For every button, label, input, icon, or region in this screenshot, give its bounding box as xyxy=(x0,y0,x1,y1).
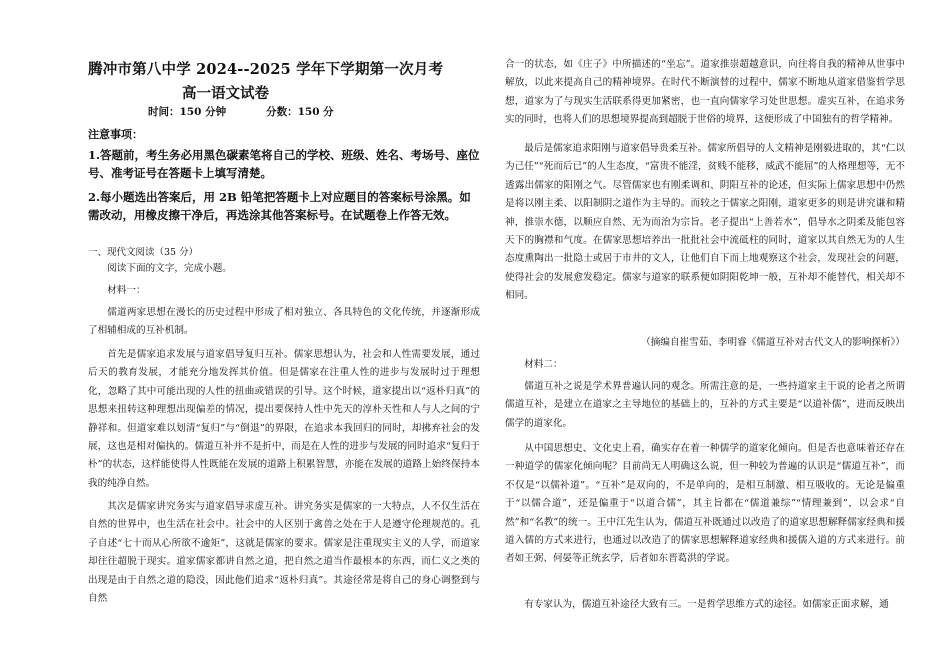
right-paragraph-2: 最后是儒家追求阳刚与道家倡导贵柔互补。儒家所倡导的人文精神是刚毅进取的，其“仁以为己任”“死而后已”的人生态度，“富贵不能淫，贫贱不能移，威武不能屈”的人格理想等，无不透露出儒家的阳刚之气。尽管儒家也有刚柔调和、阴阳互补的论述，但实际上儒家思想中仍然是将以刚主柔、以阳制阴之道作为主导的。而较之于儒家之阳刚，道家更多的则是讲究谦和精神，推崇水德，以顺应自然、无为而治为宗旨。老子提出“上善若水”，倡导水之阴柔及能包容天下的胸襟和气度。在儒家思想培养出一批批社会中流砥柱的同时，道家以其自然无为的人生态度熏陶出一批隐士或居于市井的文人，让他们自下而上地观察这个社会，发现社会的问题，使得社会的发展愈发稳定。儒家与道家的联系便如阴阳乾坤一般，互补却不能替代，相关却不相同。 xyxy=(505,143,905,302)
exam-info xyxy=(148,104,334,119)
material2-paragraph-1: 儒道互补之说是学术界普遍认同的观念。所需注意的是，一些持道家主干说的论者之所谓儒道互补，是建立在道家之主导地位的基础上的，互补的方式主要是“以道补儒”，进而反映出儒学的道家化。 xyxy=(505,381,905,429)
left-paragraph-2: 首先是儒家追求发展与道家倡导复归互补。儒家思想认为，社会和人性需要发展，通过后天的教育发展，才能充分地发挥其价值。但是儒家在注重人性的进步与发展时过于理想化，忽略了其中可能出现的人性的扭曲或错误的引导。这个时候，道家提出以“返朴归真”的思想来扭转这种理想出现偏差的情况，提出要保持人性中先天的淳朴天性和人与人之间的宁静祥和。但道家难以划清“复归”与“倒退”的界限，在追求本我回归的同时，却拂弃社会的发展，这也是相对偏执的。儒道互补并不是折中，而是在人性的进步与发展的同时追求“复归于朴”的状态，这样能使得人性既能在发展的道路上积累智慧，亦能在发展的道路上始终保持本我的纯净自然。 xyxy=(88,349,480,489)
notice-item-1: 1.答题前，考生务必用黑色碳素笔将自己的学校、班级、姓名、考场号、座位号、准考证号在答题卡上填写清楚。 xyxy=(88,148,480,180)
material2-label: 材料二： xyxy=(524,359,563,370)
exam-score: 分数：150 分 xyxy=(266,106,334,118)
notice-item-2: 2.每小题选出答案后，用 2B 铅笔把答题卡上对应题目的答案标号涂黑。如需改动，用橡皮擦干净后，再选涂其他答案标号。在试题卷上作答无效。 xyxy=(88,190,471,222)
reading-instruction: 阅读下面的文字，完成小题。 xyxy=(107,263,232,274)
material1-label: 材料一： xyxy=(107,285,146,296)
section-heading: 一、现代文阅读（35 分） xyxy=(88,247,199,258)
exam-subtitle: 高一语文试卷 xyxy=(182,85,269,102)
material2-paragraph-2: 从中国思想史、文化史上看，确实存在着一种儒学的道家化倾向。但是否也意味着还存在一种道学的儒家化倾向呢？目前尚无人明确这么说，但一种较为普遍的认识是“儒道互补”，而不仅是“以儒补道”。“互补”是双向的，不是单向的，是相互制激、相互吸收的。无论是偏重于“以儒合道”，还是偏重于“以道合儒”，其主旨都在“儒道兼综”“情理兼到”，以会求“自然”和“名教”的统一。王中江先生认为，儒道互补既通过以改造了的道家思想解释儒家经典和援道入儒的方式来进行，也通过以改造了的儒家思想解释道家经典和援儒入道的方式来进行。前者如王弼、何晏等正统玄学，后者如东晋葛洪的学说。 xyxy=(505,443,905,565)
left-paragraph-3: 其次是儒家讲究务实与道家倡导求虚互补。讲究务实是儒家的一大特点，人不仅生活在自然的世界中，也生活在社会中。社会中的人区别于禽兽之处在于人是遵守伦理规范的。孔子自述“七十而从心所欲不逾矩”，这就是儒家的要求。儒家是注重现实主义的人学，而道家却往往超脱于现实。道家儒家都讲自然之道，把自然之道当作最根本的东西，而仁义之类的出现是由于自然之道的隐没，因此他们追求“返朴归真”。其途径常是将自己的身心调整到与自然 xyxy=(88,501,480,605)
notice-heading: 注意事项： xyxy=(88,128,143,141)
material2-paragraph-3: 有专家认为，儒道互补途径大致有三。一是哲学思维方式的途径。如儒家正面求解，通 xyxy=(524,599,889,610)
exam-time: 时间：150 分钟 xyxy=(148,106,227,118)
left-paragraph-1: 儒道两家思想在漫长的历史过程中形成了相对独立、各具特色的文化传统，并逐渐形成了相辅相成的互补机制。 xyxy=(88,307,480,337)
right-paragraph-1: 合一的状态，如《庄子》中所描述的“坐忘”。道家推崇超越意识，向往将自我的精神从世事中解放，以此来提高自己的精神境界。在时代不断演替的过程中，儒家不断地从道家借鉴哲学思想，道家为了与现实生活联系得更加紧密，也一直向儒家学习处世思想。虚实互补，在追求务实的同时，也将人们的思想境界提高到超脱于世俗的境界，这便形成了中国独有的哲学精神。 xyxy=(505,59,905,126)
material1-source: （摘编自崔雪茹、李明睿《儒道互补对古代文人的影响探析》） xyxy=(641,337,905,348)
exam-title: 腾冲市第八中学 2024--2025 学年下学期第一次月考 xyxy=(88,61,444,78)
